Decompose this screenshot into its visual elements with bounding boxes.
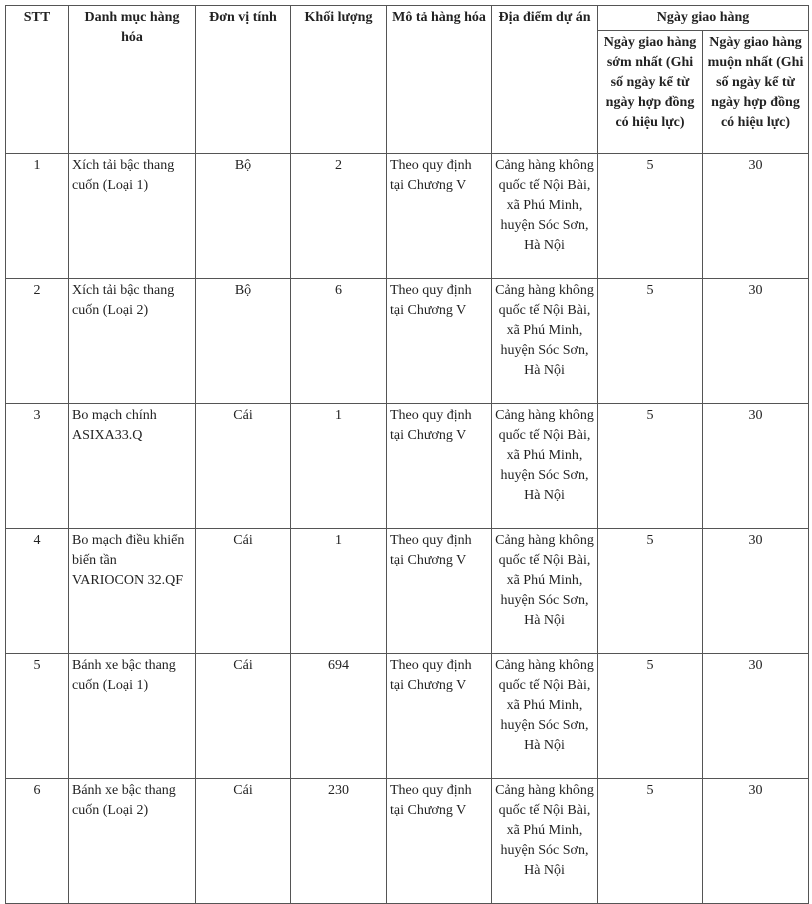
cell-site: Cảng hàng không quốc tế Nội Bài, xã Phú Minh, huyện Sóc Sơn, Hà Nội (492, 654, 598, 779)
cell-desc: Theo quy định tại Chương V (387, 654, 492, 779)
cell-latest: 30 (703, 279, 809, 404)
cell-site: Cảng hàng không quốc tế Nội Bài, xã Phú Minh, huyện Sóc Sơn, Hà Nội (492, 279, 598, 404)
cell-item: Xích tải bậc thang cuốn (Loại 2) (69, 279, 196, 404)
cell-latest: 30 (703, 154, 809, 279)
cell-stt: 4 (6, 529, 69, 654)
cell-qty: 1 (291, 404, 387, 529)
cell-desc: Theo quy định tại Chương V (387, 529, 492, 654)
header-site: Địa điểm dự án (492, 6, 598, 154)
cell-desc: Theo quy định tại Chương V (387, 404, 492, 529)
cell-earliest: 5 (598, 529, 703, 654)
cell-stt: 2 (6, 279, 69, 404)
header-unit: Đơn vị tính (196, 6, 291, 154)
cell-unit: Cái (196, 779, 291, 904)
table-row (6, 779, 809, 904)
cell-qty: 230 (291, 779, 387, 904)
cell-latest: 30 (703, 654, 809, 779)
cell-site: Cảng hàng không quốc tế Nội Bài, xã Phú Minh, huyện Sóc Sơn, Hà Nội (492, 529, 598, 654)
table-body (6, 154, 809, 904)
goods-table (5, 5, 809, 904)
cell-item: Bánh xe bậc thang cuốn (Loại 1) (69, 654, 196, 779)
cell-earliest: 5 (598, 779, 703, 904)
cell-desc: Theo quy định tại Chương V (387, 279, 492, 404)
cell-unit: Cái (196, 404, 291, 529)
table-row (6, 404, 809, 529)
header-earliest: Ngày giao hàng sớm nhất (Ghi số ngày kể từ ngày hợp đồng có hiệu lực) (598, 31, 703, 154)
cell-unit: Cái (196, 529, 291, 654)
table-row (6, 154, 809, 279)
cell-item: Bánh xe bậc thang cuốn (Loại 2) (69, 779, 196, 904)
cell-latest: 30 (703, 404, 809, 529)
cell-stt: 5 (6, 654, 69, 779)
cell-site: Cảng hàng không quốc tế Nội Bài, xã Phú Minh, huyện Sóc Sơn, Hà Nội (492, 154, 598, 279)
cell-qty: 6 (291, 279, 387, 404)
cell-qty: 694 (291, 654, 387, 779)
cell-qty: 1 (291, 529, 387, 654)
cell-desc: Theo quy định tại Chương V (387, 779, 492, 904)
cell-earliest: 5 (598, 404, 703, 529)
cell-latest: 30 (703, 529, 809, 654)
header-stt: STT (6, 6, 69, 154)
header-latest: Ngày giao hàng muộn nhất (Ghi số ngày kể từ ngày hợp đồng có hiệu lực) (703, 31, 809, 154)
cell-site: Cảng hàng không quốc tế Nội Bài, xã Phú Minh, huyện Sóc Sơn, Hà Nội (492, 779, 598, 904)
header-desc: Mô tả hàng hóa (387, 6, 492, 154)
cell-site: Cảng hàng không quốc tế Nội Bài, xã Phú Minh, huyện Sóc Sơn, Hà Nội (492, 404, 598, 529)
cell-unit: Bộ (196, 154, 291, 279)
header-item: Danh mục hàng hóa (69, 6, 196, 154)
cell-item: Xích tải bậc thang cuốn (Loại 1) (69, 154, 196, 279)
cell-item: Bo mạch chính ASIXA33.Q (69, 404, 196, 529)
table-row (6, 529, 809, 654)
cell-item: Bo mạch điều khiển biến tần VARIOCON 32.QF (69, 529, 196, 654)
table-header (6, 6, 809, 154)
cell-qty: 2 (291, 154, 387, 279)
header-delivery: Ngày giao hàng (598, 6, 809, 31)
cell-earliest: 5 (598, 154, 703, 279)
cell-latest: 30 (703, 779, 809, 904)
header-qty: Khối lượng (291, 6, 387, 154)
table-row (6, 279, 809, 404)
cell-stt: 3 (6, 404, 69, 529)
cell-stt: 1 (6, 154, 69, 279)
cell-earliest: 5 (598, 654, 703, 779)
cell-unit: Cái (196, 654, 291, 779)
cell-desc: Theo quy định tại Chương V (387, 154, 492, 279)
cell-unit: Bộ (196, 279, 291, 404)
table-row (6, 654, 809, 779)
cell-earliest: 5 (598, 279, 703, 404)
cell-stt: 6 (6, 779, 69, 904)
